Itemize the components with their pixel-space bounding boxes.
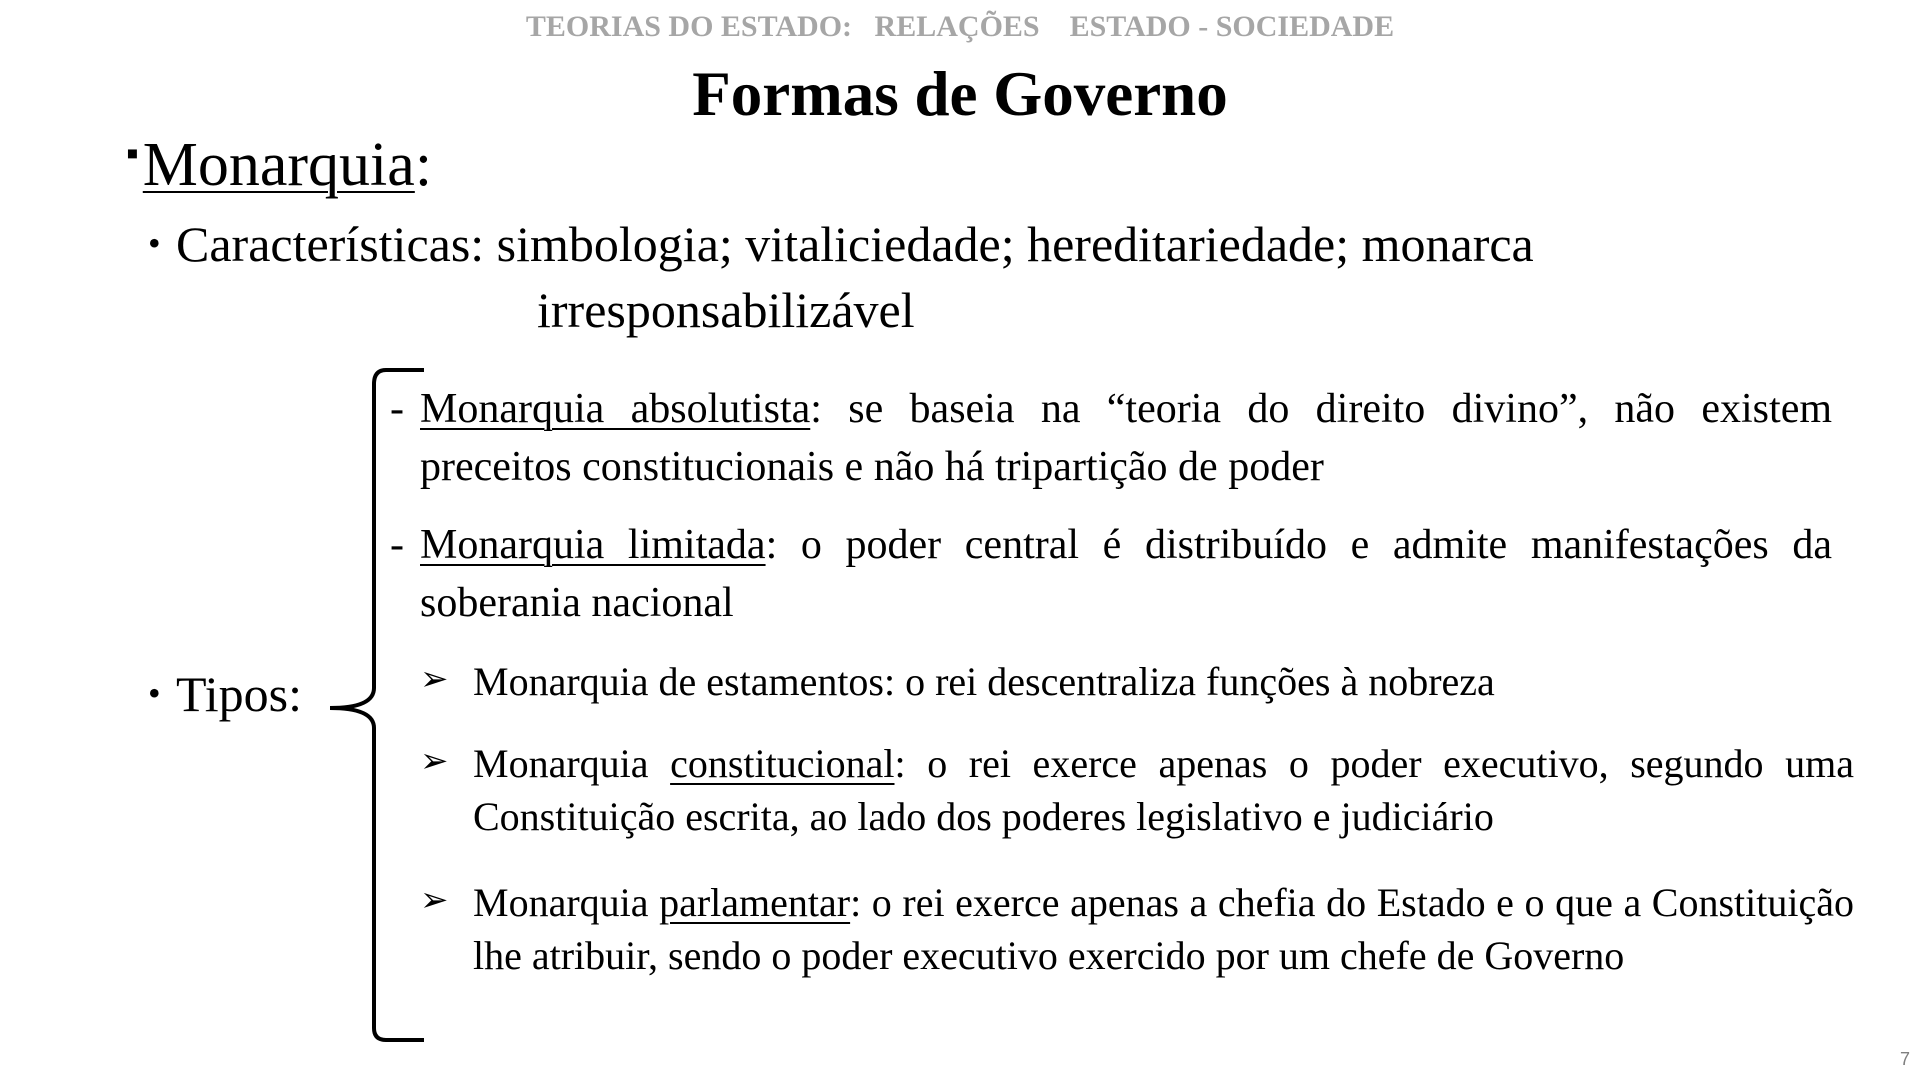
type-item-text: [420, 380, 1832, 496]
arrow-bullet-icon: ➢: [420, 741, 449, 781]
type-item-description: : o poder central é distribuído e admite manifestações da soberania nacional: [420, 522, 1832, 626]
characteristics-line-2: irresponsabilizável: [537, 282, 915, 338]
section-colon: :: [414, 131, 433, 199]
slide-title: Formas de Governo: [692, 59, 1228, 129]
type-item-absolutista: [390, 380, 1832, 496]
slide-header: TEORIAS DO ESTADO: RELAÇÕES ESTADO - SOCIEDADE: [525, 10, 1395, 43]
page-number: 7: [1899, 1049, 1910, 1069]
characteristics-line-1: Características: simbologia; vitaliciedade; hereditariedade; monarca: [176, 216, 1534, 272]
subtype-emphasis: constitucional: [670, 741, 895, 786]
dash-marker: -: [390, 522, 404, 568]
type-item-name: Monarquia absolutista: [420, 386, 811, 432]
subtype-item-text: [473, 655, 1854, 708]
subtype-item-estamentos: [420, 655, 1854, 708]
subtype-item-constitucional: [420, 737, 1854, 843]
bullet-icon: •: [148, 673, 161, 713]
subtype-description: : o rei exerce apenas a chefia do Estado e o que a Constituição lhe atribuir, sendo o poder executivo exercido por um chefe de Governo: [473, 880, 1855, 978]
type-item-name: Monarquia limitada: [420, 522, 766, 568]
subtype-item-text: [473, 737, 1854, 843]
subtype-prefix: Monarquia: [473, 741, 671, 786]
type-item-text: [420, 516, 1832, 632]
types-label-text: Tipos:: [176, 666, 303, 722]
subtype-prefix: Monarquia: [473, 880, 660, 925]
subtype-item-text: [473, 876, 1854, 982]
type-item-limitada: [390, 516, 1832, 632]
dash-marker: -: [390, 386, 404, 432]
arrow-bullet-icon: ➢: [420, 659, 449, 699]
subtype-prefix: Monarquia de estamentos: o rei descentraliza funções à nobreza: [473, 659, 1495, 704]
type-item-description: : se baseia na “teoria do direito divino”, não existem preceitos constitucionais e não há tripartição de poder: [420, 386, 1833, 490]
section-label: Monarquia: [142, 131, 415, 199]
subtype-item-parlamentar: [420, 876, 1854, 982]
subtype-emphasis: parlamentar: [659, 880, 851, 925]
subtype-description: : o rei exerce apenas o poder executivo, segundo uma Constituição escrita, ao lado dos poderes legislativo e judiciário: [473, 741, 1854, 839]
bullet-icon: •: [148, 223, 161, 263]
arrow-bullet-icon: ➢: [420, 880, 449, 920]
square-bullet-icon: ▪: [126, 133, 139, 173]
